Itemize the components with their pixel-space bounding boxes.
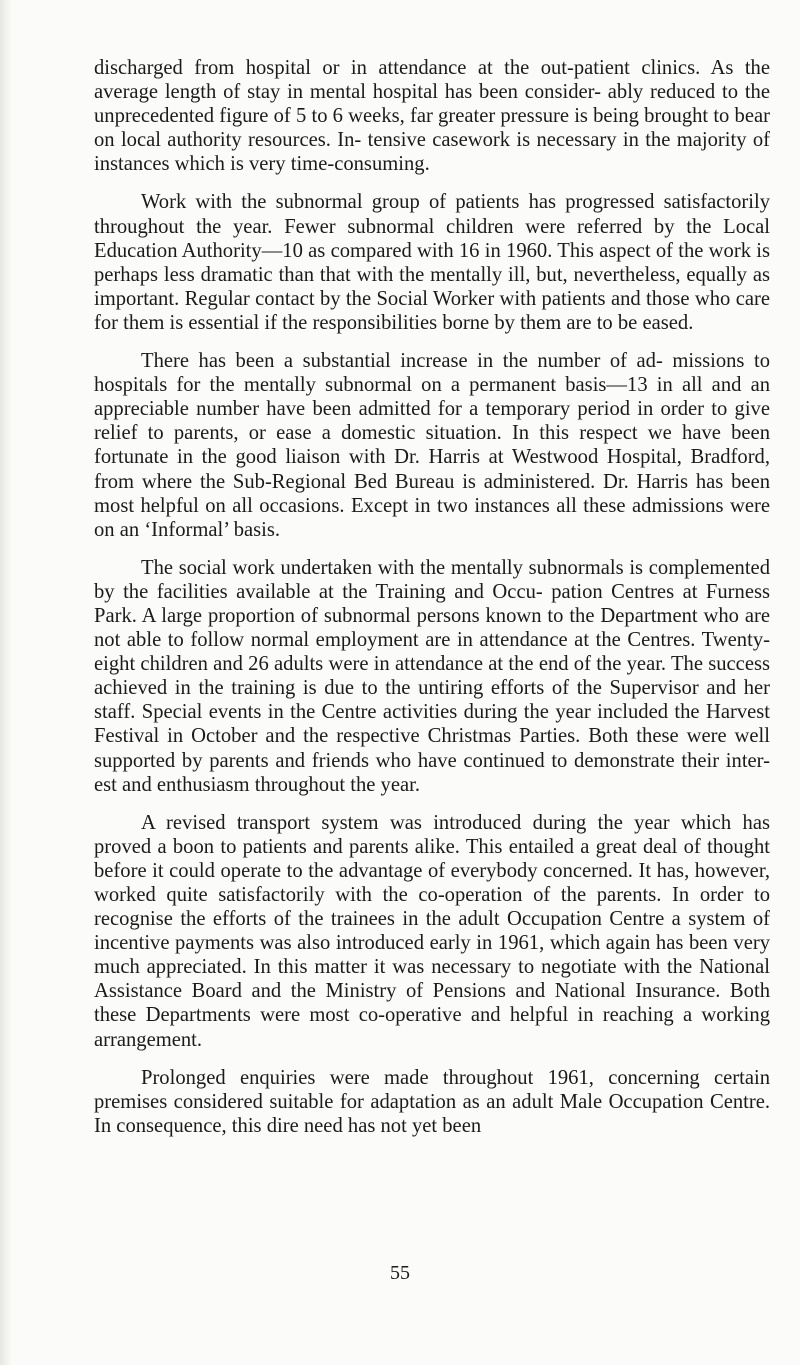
paragraph-hospital-admissions: There has been a substantial increase in the number of ad- missions to hospitals for the mentally subnormal on a permanent basis—13 in all and an appreciable number have been admitted for a temporary period in order to give relief to parents, or ease a domestic situation. In this respect we have been fortunate in the good liaison with Dr. Harris at Westwood Hospital, Bradford, from where the Sub-Regional Bed Bureau is administered. Dr. Harris has been most helpful on all occasions. Except in two instances all these admissions were on an ‘Informal’ basis. bbox=[94, 350, 770, 541]
page-binding-edge bbox=[0, 0, 12, 1365]
paragraph-subnormal-work: Work with the subnormal group of patients has progressed satisfactorily throughout the year. Fewer subnormal children were referred by the Local Education Authority—10 as compared with 16 in 1960. This aspect of the work is perhaps less dramatic than that with the mentally ill, but, nevertheless, equally as important. Regular contact by the Social Worker with patients and those who care for them is essential if the responsibilities borne by them are to be eased. bbox=[94, 191, 770, 334]
page-number: 55 bbox=[390, 1262, 410, 1284]
body-text bbox=[94, 56, 770, 1152]
paragraph-transport-system: A revised transport system was introduced during the year which has proved a boon to patients and parents alike. This entailed a great deal of thought before it could operate to the advantage of everybody concerned. It has, however, worked quite satisfactorily with the co-operation of the parents. In order to recognise the efforts of the trainees in the adult Occupation Centre a system of incentive payments was also introduced early in 1961, which again has been very much appreciated. In this matter it was necessary to negotiate with the National Assistance Board and the Ministry of Pensions and National Insurance. Both these Departments were most co-operative and helpful in reaching a working arrangement. bbox=[94, 811, 770, 1051]
paragraph-training-centres: The social work undertaken with the mentally subnormals is complemented by the facilities available at the Training and Occu- pation Centres at Furness Park. A large proportion of subnormal persons known to the Department who are not able to follow normal employment are in attendance at the Centres. Twenty-eight children and 26 adults were in attendance at the end of the year. The success achieved in the training is due to the untiring efforts of the Supervisor and her staff. Special events in the Centre activities during the year included the Harvest Festival in October and the respective Christmas Parties. Both these were well supported by parents and friends who have continued to demonstrate their inter- est and enthusiasm throughout the year. bbox=[94, 556, 770, 796]
paragraph-premises-enquiries: Prolonged enquiries were made throughout 1961, concerning certain premises considered suitable for adaptation as an adult Male Occupation Centre. In consequence, this dire need has not yet been bbox=[94, 1066, 770, 1137]
paragraph-continuation: discharged from hospital or in attendance at the out-patient clinics. As the average length of stay in mental hospital has been consider- ably reduced to the unprecedented figure of 5 to 6 weeks, far greater pressure is being brought to bear on local authority resources. In- tensive casework is necessary in the majority of instances which is very time-consuming. bbox=[94, 57, 770, 176]
